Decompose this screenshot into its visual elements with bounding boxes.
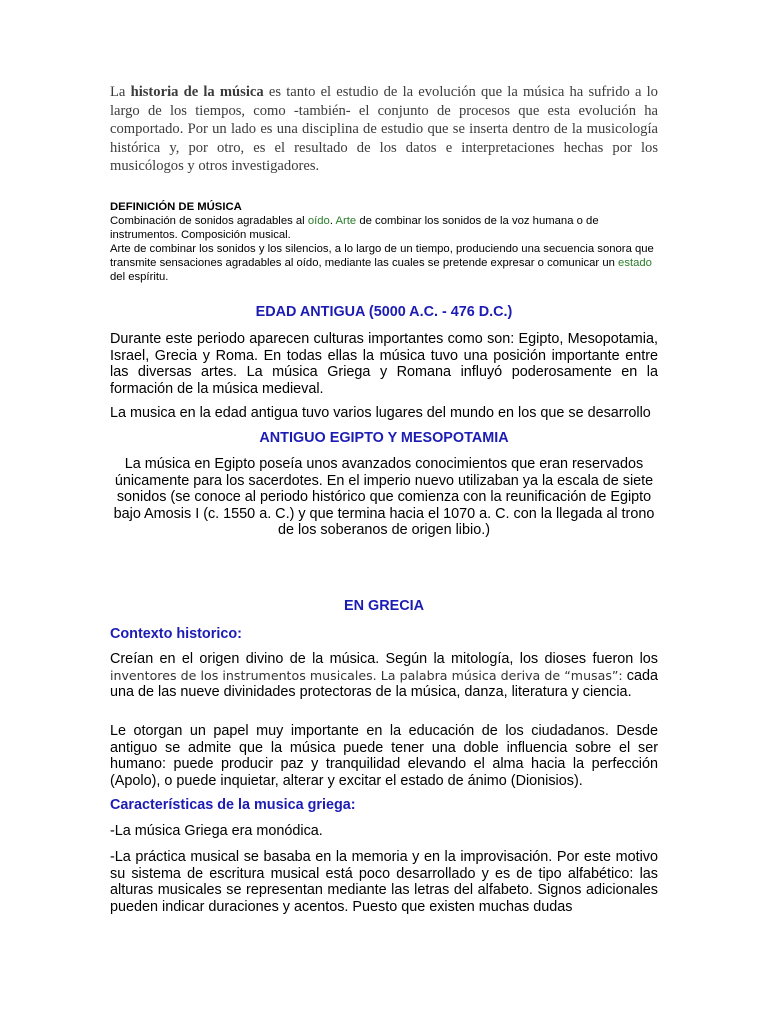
paragraph-text: cada una de las nueve divinidades protectoras de la música, danza, literatura y ciencia. <box>110 667 658 700</box>
definition-heading: DEFINICIÓN DE MÚSICA <box>110 201 242 213</box>
paragraph-edad-antigua-1: Durante este periodo aparecen culturas importantes como son: Egipto, Mesopotamia, Israel, Grecia y Roma. En todas ellas la música tuvo una posición importante entre las diversas artes. La música Griega y Romana influyó poderosamente en la formación de la música medieval. <box>110 331 658 397</box>
definition-text: . <box>329 215 336 227</box>
intro-bold-term: historia de la música <box>130 84 264 100</box>
definition-text: de combinar los sonidos de la voz humana o de instrumentos. Composición musical. <box>110 215 599 241</box>
definition-line-1 <box>110 214 658 242</box>
definition-line-2 <box>110 242 658 284</box>
paragraph-egipto: La música en Egipto poseía unos avanzados conocimientos que eran reservados únicamente para los sacerdotes. En el imperio nuevo utilizaban ya la escala de siete sonidos (se conoce al periodo histórico que comienza con la reunificación de Egipto bajo Amosis I (c. 1550 a. C.) y que termina hacia el 1070 a. C. con la llegada al trono de los soberanos de origen libio.) <box>113 456 655 538</box>
paragraph-text-grey: inventores de los instrumentos musicales. La palabra música deriva de “musas”: <box>110 667 623 683</box>
heading-contexto: Contexto historico: <box>110 626 242 642</box>
definition-text: del espíritu. <box>110 271 169 283</box>
paragraph-grecia-2: Le otorgan un papel muy importante en la educación de los ciudadanos. Desde antiguo se admite que la música puede tener una doble influencia sobre el ser humano: puede producir paz y tranquilidad elevando el alma hacia la perfección (Apolo), o puede inquietar, alterar y excitar el estado de ánimo (Dionisios). <box>110 723 658 789</box>
heading-egipto: ANTIGUO EGIPTO Y MESOPOTAMIA <box>259 430 509 446</box>
link-oido[interactable]: oído <box>307 215 330 227</box>
definition-text: Combinación de sonidos agradables al <box>110 215 308 227</box>
intro-lead: La <box>110 84 131 100</box>
definition-text: Arte de combinar los sonidos y los silencios, a lo largo de un tiempo, produciendo una secuencia sonora que transmite sensaciones agradables al oído, mediante las cuales se pretende expresar o comunicar un <box>110 243 654 269</box>
paragraph-grecia-1 <box>110 651 658 701</box>
intro-paragraph <box>110 83 658 176</box>
heading-caracteristicas: Características de la musica griega: <box>110 797 356 813</box>
paragraph-monodica: -La música Griega era monódica. <box>110 823 323 839</box>
heading-edad-antigua: EDAD ANTIGUA (5000 A.C. - 476 D.C.) <box>255 304 513 320</box>
intro-rest: es tanto el estudio de la evolución que la música ha sufrido a lo largo de los tiempos, como -también- el conjunto de procesos que esta evolución ha comportado. Por un lado es una disciplina de estudio que se inserta dentro de la musicología histórica y, por otro, es el resultado de los datos e interpretaciones hechas por los musicólogos y otros investigadores. <box>110 84 658 174</box>
paragraph-text: Creían en el origen divino de la música. Según la mitología, los dioses fueron los <box>110 651 658 667</box>
heading-grecia: EN GRECIA <box>344 598 424 614</box>
definition-block <box>110 200 658 284</box>
link-arte[interactable]: Arte <box>335 215 357 227</box>
paragraph-practica-musical: -La práctica musical se basaba en la memoria y en la improvisación. Por este motivo su sistema de escritura musical está poco desarrollado y es de tipo alfabético: las alturas musicales se representan mediante las letras del alfabeto. Signos adicionales pueden indicar duraciones y acentos. Puesto que existen muchas dudas <box>110 849 658 915</box>
paragraph-edad-antigua-2: La musica en la edad antigua tuvo varios lugares del mundo en los que se desarrollo <box>110 405 651 421</box>
link-estado[interactable]: estado <box>618 257 652 269</box>
